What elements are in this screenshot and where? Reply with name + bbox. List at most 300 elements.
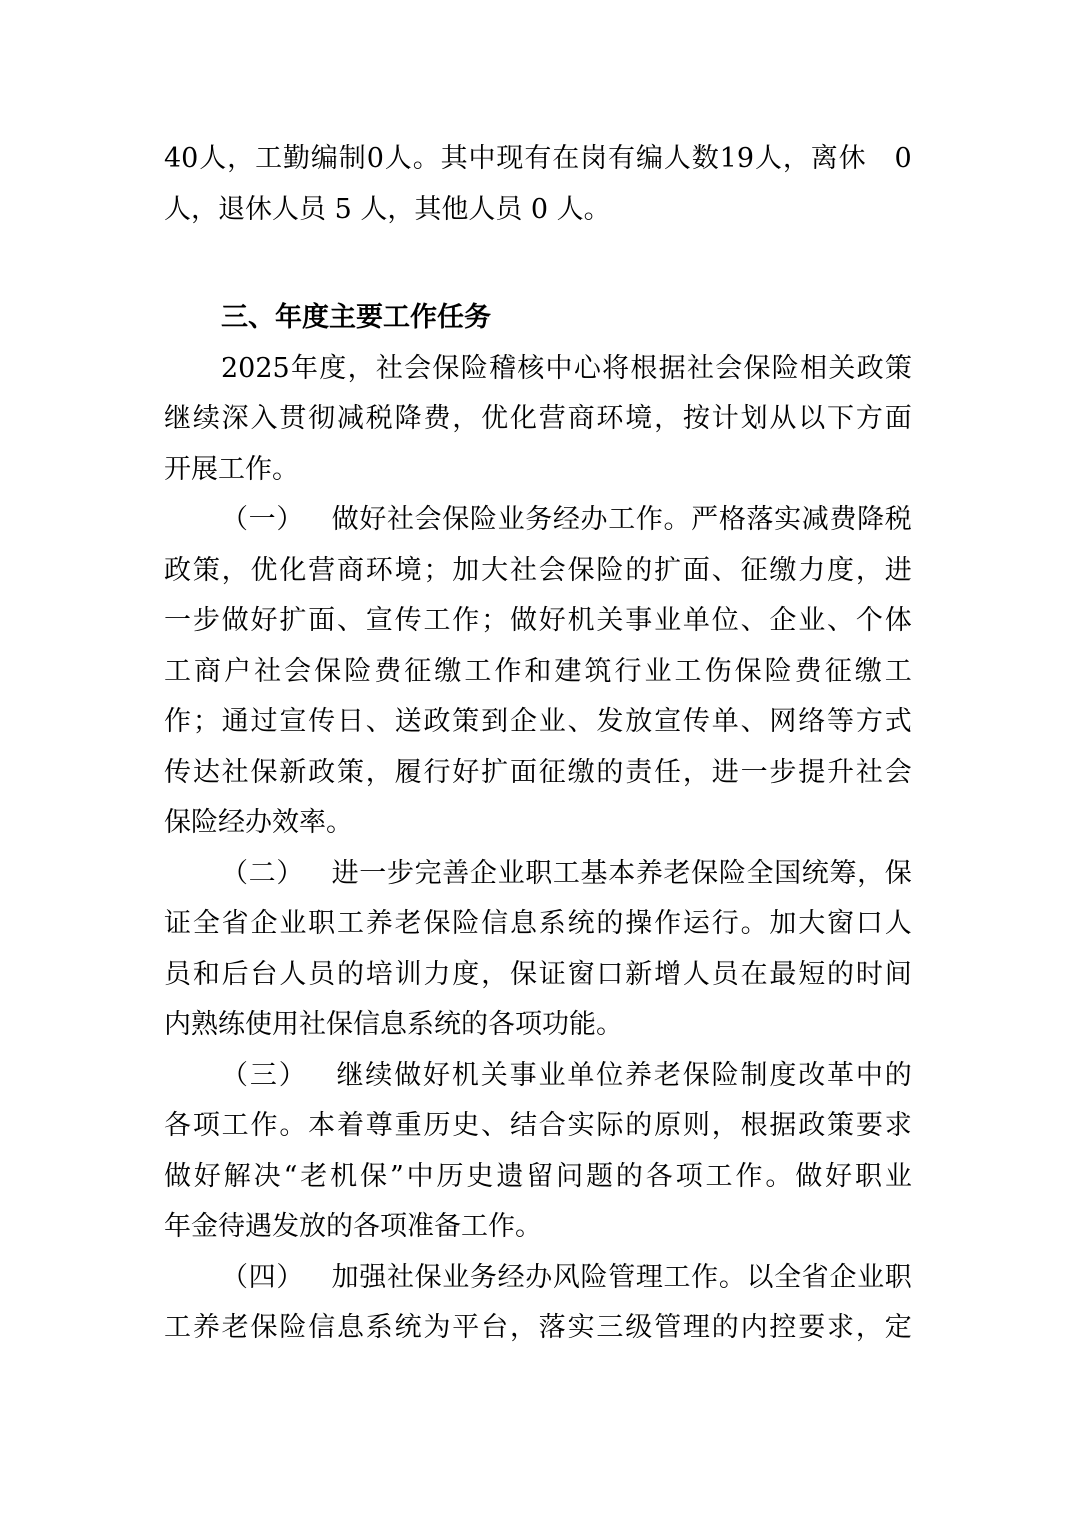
text-glyph: 会	[414, 504, 442, 535]
text-glyph: 、	[740, 605, 768, 636]
text-glyph: 决	[253, 1160, 281, 1192]
text-glyph: 社	[254, 655, 282, 687]
text-glyph: 传	[164, 756, 191, 788]
text-glyph: 通	[221, 706, 249, 737]
text-glyph: 各	[164, 1110, 191, 1141]
text-glyph: 提	[798, 756, 826, 788]
text-glyph: 环	[365, 554, 393, 586]
text-glyph: 年	[291, 352, 318, 384]
text-glyph: 做	[221, 605, 249, 636]
text-glyph: 行	[423, 756, 451, 788]
paragraph-line	[164, 344, 912, 395]
text-glyph: 格	[718, 504, 746, 535]
text-glyph: 作	[164, 706, 191, 737]
text-glyph: 机	[330, 1160, 358, 1192]
text-glyph: 业	[538, 1059, 566, 1091]
text-glyph: 事	[509, 1059, 537, 1091]
text-glyph: （	[221, 504, 248, 535]
text-glyph: 风	[552, 1261, 580, 1293]
text-glyph: 企	[509, 706, 537, 737]
text-glyph: 工	[663, 1261, 691, 1293]
text-glyph: 业	[497, 504, 525, 535]
text-glyph: 基	[580, 857, 608, 889]
text-glyph: 、	[567, 706, 595, 737]
text-glyph: 老	[653, 1059, 681, 1091]
task-item-3	[164, 1051, 912, 1253]
text-glyph: 保	[442, 504, 470, 535]
text-glyph: 增	[654, 958, 682, 990]
text-glyph: 筹	[829, 857, 857, 889]
text-glyph: 度	[769, 1059, 797, 1091]
text-glyph: 业	[884, 1160, 912, 1192]
text-glyph: 的	[596, 756, 624, 788]
text-glyph: 40	[164, 143, 199, 174]
text-glyph: 税	[365, 403, 393, 434]
text-glyph: 络	[798, 706, 826, 737]
text-glyph: 经	[497, 1261, 525, 1293]
text-glyph	[304, 1253, 331, 1304]
text-glyph: 建	[554, 655, 582, 687]
section-heading: 三、年度主要工作任务	[221, 302, 491, 333]
text-glyph: 训	[394, 958, 422, 990]
paragraph-line	[164, 1101, 912, 1152]
text-glyph: 关	[596, 605, 624, 636]
text-glyph: 面	[682, 554, 710, 586]
text-glyph: 工	[464, 655, 492, 687]
text-glyph: 日	[336, 706, 364, 737]
text-glyph: 征	[404, 655, 432, 687]
text-glyph: 过	[250, 706, 278, 737]
text-glyph: 养	[625, 1059, 653, 1091]
text-glyph: 一	[248, 504, 276, 535]
text-glyph: 的	[625, 554, 653, 586]
text-glyph: 传	[682, 706, 710, 737]
paragraph-line	[164, 596, 912, 647]
text-glyph: 历	[436, 1160, 464, 1192]
text-glyph: 养	[635, 857, 663, 889]
text-glyph: 四	[248, 1261, 276, 1293]
text-glyph: 实	[567, 1312, 595, 1343]
text-glyph	[304, 849, 331, 900]
text-glyph: 休	[838, 143, 866, 174]
text-glyph: 征	[740, 554, 768, 586]
text-glyph: 以	[746, 1261, 774, 1293]
text-glyph: ，	[481, 958, 509, 990]
text-glyph: 力	[423, 958, 451, 990]
text-glyph: 二	[248, 857, 276, 889]
text-glyph: 商	[567, 403, 595, 434]
text-glyph: 方	[855, 403, 883, 434]
text-glyph: 贯	[279, 403, 307, 434]
text-glyph: 据	[769, 1110, 797, 1141]
text-glyph: 位	[596, 1059, 624, 1091]
text-glyph	[308, 1051, 335, 1102]
text-glyph: 内	[740, 1312, 768, 1343]
text-glyph: 中	[855, 1059, 883, 1091]
text-glyph: 严	[691, 504, 719, 535]
paragraph-line	[164, 849, 912, 900]
text-glyph: 宣	[654, 706, 682, 737]
text-glyph: 、	[336, 605, 364, 636]
text-glyph: 保	[884, 857, 912, 889]
text-glyph: ，	[857, 857, 885, 889]
text-glyph: 的	[596, 908, 624, 939]
paragraph-line	[164, 1253, 912, 1304]
text-glyph: 作	[691, 1261, 719, 1293]
text-glyph: 险	[344, 655, 372, 687]
text-glyph: 的	[711, 1312, 739, 1343]
text-glyph: 各	[645, 1160, 673, 1192]
text-glyph: 好	[825, 1160, 853, 1192]
text-glyph: 窗	[827, 908, 855, 939]
text-glyph: 会	[884, 756, 912, 788]
text-glyph: 征	[538, 756, 566, 788]
text-glyph: 求	[827, 1312, 855, 1343]
text-glyph: 业	[644, 655, 672, 687]
text-glyph: 管	[654, 1312, 682, 1343]
text-glyph: 要	[798, 1312, 826, 1343]
text-glyph: 进	[884, 554, 912, 586]
text-glyph: 员	[164, 958, 191, 990]
text-glyph: 单	[567, 1059, 595, 1091]
text-glyph: ）	[276, 504, 304, 535]
text-glyph: 的	[884, 1059, 912, 1091]
text-glyph: 编	[635, 143, 663, 174]
text-glyph: “	[283, 1160, 298, 1192]
text-glyph: 责	[625, 756, 653, 788]
text-glyph: 减	[336, 403, 364, 434]
text-glyph: 加	[331, 1261, 359, 1293]
text-glyph: 求	[884, 1110, 912, 1141]
text-glyph: 体	[884, 605, 912, 636]
text-glyph: 业	[798, 605, 826, 636]
text-glyph: 人	[199, 143, 227, 174]
text-glyph: 落	[746, 504, 774, 535]
text-glyph: 从	[769, 403, 797, 434]
text-glyph: 核	[517, 352, 545, 384]
text-glyph: 有	[524, 143, 552, 174]
text-glyph: 化	[279, 554, 307, 586]
overview-paragraph	[164, 344, 912, 496]
text-glyph: 企	[829, 1261, 857, 1293]
text-glyph: 商	[194, 655, 222, 687]
text-glyph: ）	[278, 1059, 306, 1091]
task-item-4	[164, 1253, 912, 1354]
paragraph-line	[164, 1051, 912, 1102]
text-glyph: 系	[365, 1312, 393, 1343]
text-glyph: 工	[884, 655, 912, 687]
text-glyph: 强	[359, 1261, 387, 1293]
text-glyph: 据	[658, 352, 686, 384]
text-glyph: 全	[746, 857, 774, 889]
text-glyph: 新	[279, 756, 307, 788]
text-glyph: 现	[496, 143, 524, 174]
text-glyph: 步	[769, 756, 797, 788]
text-glyph: 工	[674, 655, 702, 687]
text-glyph: 国	[774, 857, 802, 889]
text-glyph: 保	[360, 1160, 388, 1192]
text-glyph: 实	[567, 1110, 595, 1141]
text-glyph: 作	[452, 605, 480, 636]
text-glyph: 工	[705, 1160, 733, 1192]
text-glyph: 史	[452, 1110, 480, 1141]
text-glyph: 员	[308, 958, 336, 990]
text-glyph: 式	[884, 706, 912, 737]
document-page	[164, 134, 912, 1354]
text-glyph: 保	[314, 655, 342, 687]
text-glyph: 步	[386, 857, 414, 889]
text-glyph: 遗	[496, 1160, 524, 1192]
text-glyph: ，	[221, 554, 249, 586]
text-glyph: 单	[682, 605, 710, 636]
text-glyph: 中	[406, 1160, 434, 1192]
text-glyph: 好	[250, 605, 278, 636]
text-glyph: 理	[635, 1261, 663, 1293]
text-glyph: 的	[625, 1110, 653, 1141]
text-glyph: ，	[347, 352, 375, 384]
paragraph-line: 开展工作。	[164, 453, 299, 485]
text-glyph: ；	[481, 605, 509, 636]
text-glyph: 。	[412, 143, 440, 174]
text-glyph: 完	[414, 857, 442, 889]
text-glyph: 着	[336, 1110, 364, 1141]
text-glyph: 政	[308, 756, 336, 788]
text-glyph: ，	[509, 1312, 537, 1343]
text-glyph: 级	[625, 1312, 653, 1343]
text-glyph: 进	[711, 756, 739, 788]
text-glyph: ；	[192, 706, 220, 737]
text-glyph: 养	[365, 908, 393, 939]
text-glyph: 会	[715, 352, 743, 384]
text-glyph: 扩	[654, 554, 682, 586]
text-glyph: 的	[336, 958, 364, 990]
paragraph-line	[164, 1152, 912, 1203]
text-glyph: 0	[366, 143, 384, 174]
text-glyph: （	[221, 1261, 248, 1293]
text-glyph: 时	[855, 958, 883, 990]
text-glyph: 作	[635, 504, 663, 535]
text-glyph: 其	[440, 143, 468, 174]
text-glyph: 策	[827, 1110, 855, 1141]
text-glyph: 工	[423, 605, 451, 636]
text-glyph: 续	[365, 1059, 393, 1091]
text-glyph: 险	[279, 1312, 307, 1343]
text-glyph: 台	[481, 1312, 509, 1343]
text-glyph: 业	[857, 1261, 885, 1293]
text-glyph: 人	[663, 143, 691, 174]
text-glyph: 员	[711, 958, 739, 990]
text-glyph: 发	[596, 706, 624, 737]
text-glyph: 降	[394, 403, 422, 434]
paragraph-line	[164, 394, 912, 445]
text-glyph: ）	[276, 1261, 304, 1293]
text-glyph: 个	[855, 605, 883, 636]
text-glyph: 政	[423, 706, 451, 737]
text-glyph: 方	[855, 706, 883, 737]
text-glyph: 企	[469, 857, 497, 889]
text-glyph: 任	[654, 756, 682, 788]
text-glyph: 解	[223, 1160, 251, 1192]
paragraph-line: 年金待遇发放的各项准备工作。	[164, 1211, 542, 1242]
text-glyph: 深	[221, 403, 249, 434]
text-glyph: 继	[164, 403, 191, 434]
text-glyph: 最	[769, 958, 797, 990]
text-glyph: 险	[460, 352, 488, 384]
text-glyph: 境	[625, 403, 653, 434]
text-glyph: 0	[894, 143, 912, 174]
text-glyph: 际	[596, 1110, 624, 1141]
text-glyph: 心	[573, 352, 601, 384]
text-glyph: 和	[524, 655, 552, 687]
text-glyph: 业	[279, 908, 307, 939]
text-glyph: 作	[654, 908, 682, 939]
text-glyph: 策	[884, 352, 912, 384]
text-glyph: 则	[682, 1110, 710, 1141]
text-glyph: 加	[452, 554, 480, 586]
text-glyph: 根	[630, 352, 658, 384]
text-glyph: 相	[800, 352, 828, 384]
text-glyph: 勤	[282, 143, 310, 174]
text-glyph: 中	[545, 352, 573, 384]
text-glyph: 险	[452, 908, 480, 939]
text-glyph: 老	[394, 908, 422, 939]
text-glyph: 面	[509, 756, 537, 788]
text-glyph: 岗	[580, 143, 608, 174]
paragraph-line	[164, 647, 912, 698]
text-glyph: 费	[794, 655, 822, 687]
text-glyph: 等	[827, 706, 855, 737]
text-glyph: 中	[468, 143, 496, 174]
text-glyph: 机	[451, 1059, 479, 1091]
text-glyph: 环	[596, 403, 624, 434]
paragraph-line	[164, 950, 912, 1001]
text-glyph: 根	[740, 1110, 768, 1141]
text-glyph: 留	[526, 1160, 554, 1192]
text-glyph: 做	[795, 1160, 823, 1192]
text-glyph: 达	[192, 756, 220, 788]
text-glyph: 减	[801, 504, 829, 535]
paragraph-line	[164, 134, 912, 185]
text-glyph: 工	[164, 1312, 191, 1343]
text-glyph: 项	[675, 1160, 703, 1192]
text-glyph: 作	[250, 1110, 278, 1141]
text-glyph: 下	[827, 403, 855, 434]
text-glyph: 改	[798, 1059, 826, 1091]
text-glyph: 将	[602, 352, 630, 384]
text-glyph: 政	[856, 352, 884, 384]
text-glyph: 窗	[567, 958, 595, 990]
text-glyph: ，	[452, 403, 480, 434]
text-glyph: 19	[719, 143, 755, 174]
text-glyph: 三	[596, 1312, 624, 1343]
text-glyph: 人	[279, 958, 307, 990]
text-glyph: 做	[394, 1059, 422, 1091]
text-glyph: 管	[608, 1261, 636, 1293]
text-glyph: 好	[193, 1160, 221, 1192]
text-glyph: 人	[682, 958, 710, 990]
text-glyph: 筑	[584, 655, 612, 687]
text-glyph: 职	[884, 1261, 912, 1293]
text-glyph: 要	[855, 1110, 883, 1141]
text-glyph: 。	[765, 1160, 793, 1192]
text-glyph: 做	[509, 605, 537, 636]
text-glyph: 、	[740, 706, 768, 737]
text-glyph: ，	[711, 1110, 739, 1141]
text-glyph: 行	[711, 908, 739, 939]
text-glyph: 口	[596, 958, 624, 990]
text-glyph: 史	[466, 1160, 494, 1192]
text-glyph: 传	[394, 605, 422, 636]
text-glyph: 险	[718, 857, 746, 889]
text-glyph: 社	[386, 1261, 414, 1293]
text-glyph: 为	[423, 1312, 451, 1343]
text-glyph: 彻	[308, 403, 336, 434]
text-glyph: 制	[740, 1059, 768, 1091]
text-glyph: 保	[682, 1059, 710, 1091]
text-glyph: 有	[608, 143, 636, 174]
text-glyph: 原	[654, 1110, 682, 1141]
text-glyph: 境	[394, 554, 422, 586]
text-glyph: 划	[740, 403, 768, 434]
text-glyph: （	[221, 857, 248, 889]
text-glyph: 宣	[365, 605, 393, 636]
text-glyph: 商	[336, 554, 364, 586]
text-glyph: 优	[250, 554, 278, 586]
text-glyph: 会	[538, 554, 566, 586]
text-glyph: 本	[608, 857, 636, 889]
text-glyph: 保	[250, 1312, 278, 1343]
paragraph-line	[164, 748, 912, 799]
text-glyph: 企	[250, 908, 278, 939]
text-glyph: 费	[829, 504, 857, 535]
text-glyph: 老	[221, 1312, 249, 1343]
text-glyph: 面	[884, 403, 912, 434]
text-glyph: 好	[538, 605, 566, 636]
text-glyph: 统	[567, 908, 595, 939]
text-glyph: 策	[452, 706, 480, 737]
text-glyph: 、	[711, 554, 739, 586]
text-glyph: 控	[769, 1312, 797, 1343]
text-glyph: 扩	[481, 756, 509, 788]
text-glyph: ，	[855, 554, 883, 586]
text-glyph: 社	[686, 352, 714, 384]
task-item-1	[164, 495, 912, 849]
text-glyph: 进	[331, 857, 359, 889]
text-glyph: 费	[374, 655, 402, 687]
text-glyph: 好	[452, 756, 480, 788]
text-glyph: 务	[469, 1261, 497, 1293]
text-glyph: 入	[250, 403, 278, 434]
text-glyph: 本	[308, 1110, 336, 1141]
text-glyph: 老	[300, 1160, 328, 1192]
text-glyph: 善	[442, 857, 470, 889]
text-glyph: 加	[769, 908, 797, 939]
text-glyph: 单	[711, 706, 739, 737]
text-glyph: ，	[365, 756, 393, 788]
text-glyph: 度	[452, 958, 480, 990]
text-glyph: 扩	[279, 605, 307, 636]
text-glyph: 业	[442, 1261, 470, 1293]
text-glyph: 险	[580, 1261, 608, 1293]
text-glyph	[867, 134, 894, 185]
text-glyph: 化	[509, 403, 537, 434]
text-glyph: 的	[827, 958, 855, 990]
text-glyph: ，	[682, 756, 710, 788]
paragraph-line: 内熟练使用社保信息系统的各项功能。	[164, 1009, 623, 1040]
text-glyph: 2025	[221, 352, 290, 384]
text-glyph: 历	[423, 1110, 451, 1141]
text-glyph: 编	[310, 143, 338, 174]
